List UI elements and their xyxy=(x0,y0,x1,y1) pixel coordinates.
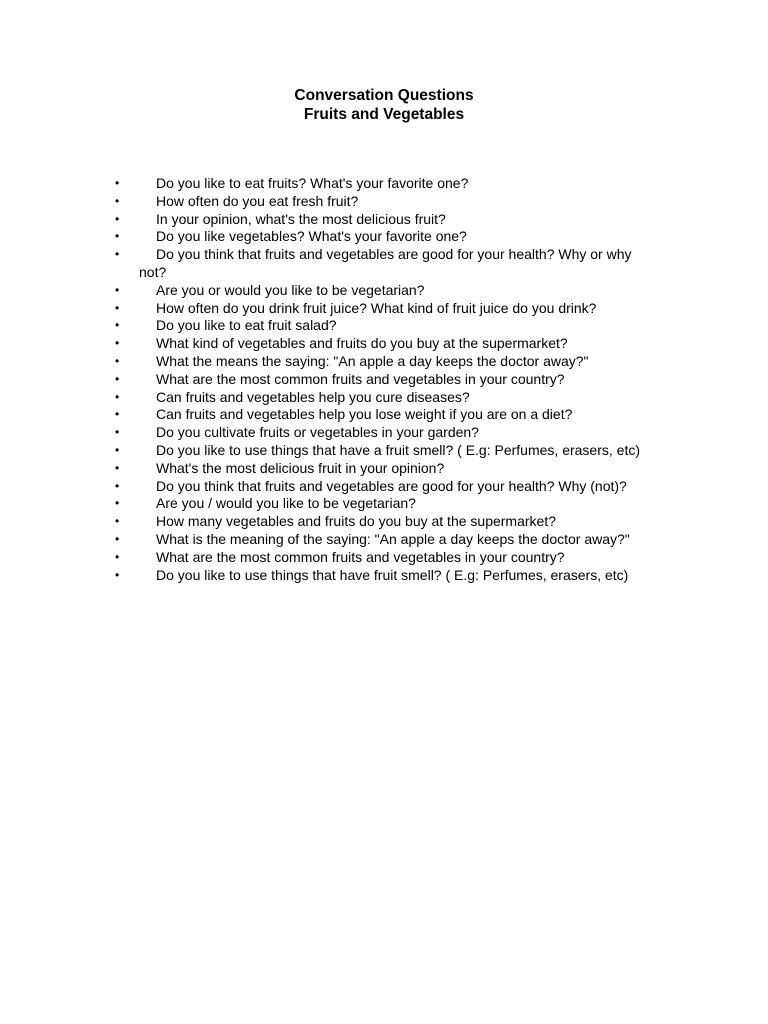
question-item xyxy=(112,282,657,300)
question-text: How often do you eat fresh fruit? xyxy=(156,192,359,209)
question-item xyxy=(112,495,657,513)
bullet-icon: • xyxy=(115,549,120,564)
question-text: What is the meaning of the saying: "An apple a day keeps the doctor away?" xyxy=(156,530,630,547)
bullet-icon: • xyxy=(115,442,120,457)
question-item xyxy=(112,353,657,371)
question-item xyxy=(112,406,657,424)
question-text: What's the most delicious fruit in your opinion? xyxy=(156,459,445,476)
bullet-icon: • xyxy=(115,496,120,511)
question-item xyxy=(112,246,657,282)
question-item xyxy=(112,567,657,585)
question-item xyxy=(112,389,657,407)
question-text: Are you / would you like to be vegetarian? xyxy=(156,495,416,512)
question-item xyxy=(112,531,657,549)
question-item xyxy=(112,175,657,193)
bullet-icon: • xyxy=(115,478,120,493)
question-text: Are you or would you like to be vegetarian? xyxy=(156,281,425,298)
bullet-icon: • xyxy=(115,193,120,208)
bullet-icon: • xyxy=(115,300,120,315)
question-list xyxy=(112,175,657,584)
bullet-icon: • xyxy=(115,229,120,244)
question-item xyxy=(112,300,657,318)
document-subtitle: Fruits and Vegetables xyxy=(303,106,465,123)
bullet-icon: • xyxy=(115,567,120,582)
question-item xyxy=(112,211,657,229)
question-item xyxy=(112,424,657,442)
question-item xyxy=(112,442,657,460)
bullet-icon: • xyxy=(115,353,120,368)
question-item xyxy=(112,317,657,335)
bullet-icon: • xyxy=(115,460,120,475)
question-item xyxy=(112,478,657,496)
question-text: What kind of vegetables and fruits do you buy at the supermarket? xyxy=(156,335,568,352)
question-item xyxy=(112,460,657,478)
question-item xyxy=(112,513,657,531)
question-text: Do you like to eat fruits? What's your favorite one? xyxy=(156,175,469,191)
question-text: In your opinion, what's the most delicious fruit? xyxy=(156,210,446,227)
bullet-icon: • xyxy=(115,336,120,351)
bullet-icon: • xyxy=(115,425,120,440)
question-text: What the means the saying: "An apple a day keeps the doctor away?" xyxy=(156,352,589,369)
question-item xyxy=(112,193,657,211)
document-heading xyxy=(0,86,768,124)
question-text: Do you like vegetables? What's your favorite one? xyxy=(156,228,467,245)
question-item xyxy=(112,335,657,353)
bullet-icon: • xyxy=(115,176,120,190)
document-title: Conversation Questions xyxy=(294,87,474,104)
bullet-icon: • xyxy=(115,514,120,529)
question-text: What are the most common fruits and vegetables in your country? xyxy=(156,370,565,387)
question-text: Do you like to use things that have a fruit smell? ( E.g: Perfumes, erasers, etc) xyxy=(156,441,640,458)
question-text: Do you like to eat fruit salad? xyxy=(156,317,337,334)
question-text: How often do you drink fruit juice? What kind of fruit juice do you drink? xyxy=(156,299,597,316)
bullet-icon: • xyxy=(115,282,120,297)
bullet-icon: • xyxy=(115,247,120,262)
bullet-icon: • xyxy=(115,318,120,333)
bullet-icon: • xyxy=(115,371,120,386)
question-item xyxy=(112,228,657,246)
bullet-icon: • xyxy=(115,531,120,546)
question-text: Do you think that fruits and vegetables are good for your health? Why or why not? xyxy=(139,246,632,280)
question-item xyxy=(112,371,657,389)
question-text: Do you think that fruits and vegetables are good for your health? Why (not)? xyxy=(156,477,627,494)
question-text: What are the most common fruits and vegetables in your country? xyxy=(156,548,565,565)
question-text: Can fruits and vegetables help you cure diseases? xyxy=(156,388,470,405)
bullet-icon: • xyxy=(115,407,120,422)
question-text: Do you like to use things that have fruit smell? ( E.g: Perfumes, erasers, etc) xyxy=(156,566,629,583)
question-text: How many vegetables and fruits do you buy at the supermarket? xyxy=(156,513,556,530)
question-text: Can fruits and vegetables help you lose weight if you are on a diet? xyxy=(156,406,573,423)
bullet-icon: • xyxy=(115,211,120,226)
question-item xyxy=(112,549,657,567)
bullet-icon: • xyxy=(115,389,120,404)
question-text: Do you cultivate fruits or vegetables in your garden? xyxy=(156,424,479,441)
